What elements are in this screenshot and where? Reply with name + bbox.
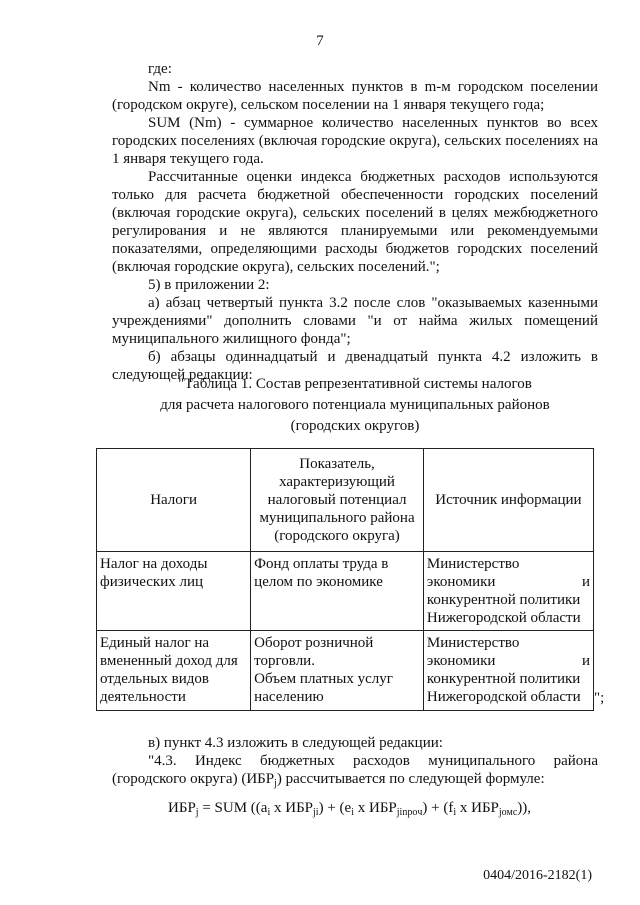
table-caption-line: "Таблица 1. Состав репрезентативной системы налогов	[178, 376, 532, 392]
paragraph: где:	[148, 61, 172, 77]
paragraph: SUM (Nm) - суммарное количество населенных пунктов во всех городских поселениях (включая городские округа), сельских поселениях на 1 января текущего года.	[112, 115, 598, 167]
formula-part: х ИБР	[270, 800, 314, 816]
body-text-top	[112, 60, 598, 384]
source-word: и	[581, 574, 590, 590]
formula-part: ) + (f	[422, 800, 454, 816]
formula-sub: i	[351, 807, 354, 818]
source-word: и	[581, 653, 590, 669]
formula-part: ) + (e	[318, 800, 352, 816]
header-source: Источник информации	[423, 449, 593, 552]
document-code: 0404/2016-2182(1)	[483, 868, 592, 883]
paragraph: в) пункт 4.3 изложить в следующей редакции:	[148, 735, 443, 751]
table-row	[97, 552, 594, 631]
formula-sub: jinpoч	[396, 807, 423, 818]
source-line: Нижегородской области	[426, 610, 581, 626]
formula-sub: ji	[313, 807, 319, 818]
table-caption-line: (городских округов)	[290, 418, 420, 434]
source-line: конкурентной политики	[426, 671, 581, 687]
p43-tail: ) рассчитывается по следующей формуле:	[276, 771, 545, 787]
table-closing-quote: ";	[594, 690, 605, 706]
formula-sub: j	[195, 807, 199, 818]
cell-tax: Налог на доходы физических лиц	[97, 552, 251, 631]
source-line: Министерство	[426, 635, 520, 651]
formula-sub: jомс	[498, 807, 518, 818]
source-word: экономики	[426, 653, 496, 669]
cell-source	[423, 552, 593, 631]
formula-part: = SUM ((a	[198, 800, 268, 816]
source-line	[427, 573, 590, 591]
cell-indicator: Фонд оплаты труда в целом по экономике	[251, 552, 424, 631]
formula-part: х ИБР	[456, 800, 499, 816]
paragraph: Рассчитанные оценки индекса бюджетных расходов используются только для расчета бюджетной обеспеченности городских поселений (включая городские округа), сельских поселений в целях межбюджетного регулирования и не являются планируемыми или рекомендуемыми показателями, определяющими расходы бюджетов городских поселений (включая городские округа), сельских поселений.";	[112, 169, 598, 275]
tax-system-table	[96, 448, 594, 711]
ibr-formula	[168, 800, 608, 817]
source-line	[427, 652, 590, 670]
paragraph: а) абзац четвертый пункта 3.2 после слов "оказываемых казенными учреждениями" дополнить словами "и от найма жилых помещений муниципального жилищного фонда";	[112, 295, 598, 347]
source-word: экономики	[426, 574, 496, 590]
source-line: Нижегородской области	[426, 689, 581, 705]
source-line: конкурентной политики	[426, 592, 581, 608]
source-line: Министерство	[426, 556, 520, 572]
page-number: 7	[316, 33, 324, 49]
paragraph: б) абзацы одиннадцатый и двенадцатый пункта 4.2 изложить в следующей редакции:	[112, 349, 598, 383]
paragraph: Nm - количество населенных пунктов в m-м городском поселении (городском округе), сельском поселении на 1 января текущего года;	[112, 79, 598, 113]
table-caption-line: для расчета налогового потенциала муниципальных районов	[160, 397, 550, 413]
header-taxes: Налоги	[97, 449, 251, 552]
table-header-row	[97, 449, 594, 552]
cell-source	[423, 631, 593, 711]
header-indicator: Показатель, характеризующий налоговый потенциал муниципального района (городского округа)	[251, 449, 424, 552]
table-row	[97, 631, 594, 711]
paragraph-4-3	[112, 752, 598, 788]
cell-indicator	[251, 631, 424, 711]
formula-part: х ИБР	[353, 800, 397, 816]
formula-sub: i	[267, 807, 271, 818]
formula-part: ИБР	[168, 800, 196, 816]
body-text-bottom	[112, 734, 598, 788]
formula-part: )),	[517, 800, 532, 816]
cell-tax: Единый налог на вмененный доход для отдельных видов деятельности	[97, 631, 251, 711]
indicator-line: Объем платных услуг населению	[254, 671, 393, 705]
table-caption	[112, 374, 598, 437]
p43-lead: "4.3. Индекс бюджетных расходов муниципального района (городского округа) (ИБР	[112, 753, 598, 787]
p43-sub: j	[274, 778, 277, 789]
indicator-line: Оборот розничной торговли.	[254, 635, 374, 669]
formula-sub: i	[453, 807, 457, 818]
paragraph: 5) в приложении 2:	[148, 277, 270, 293]
